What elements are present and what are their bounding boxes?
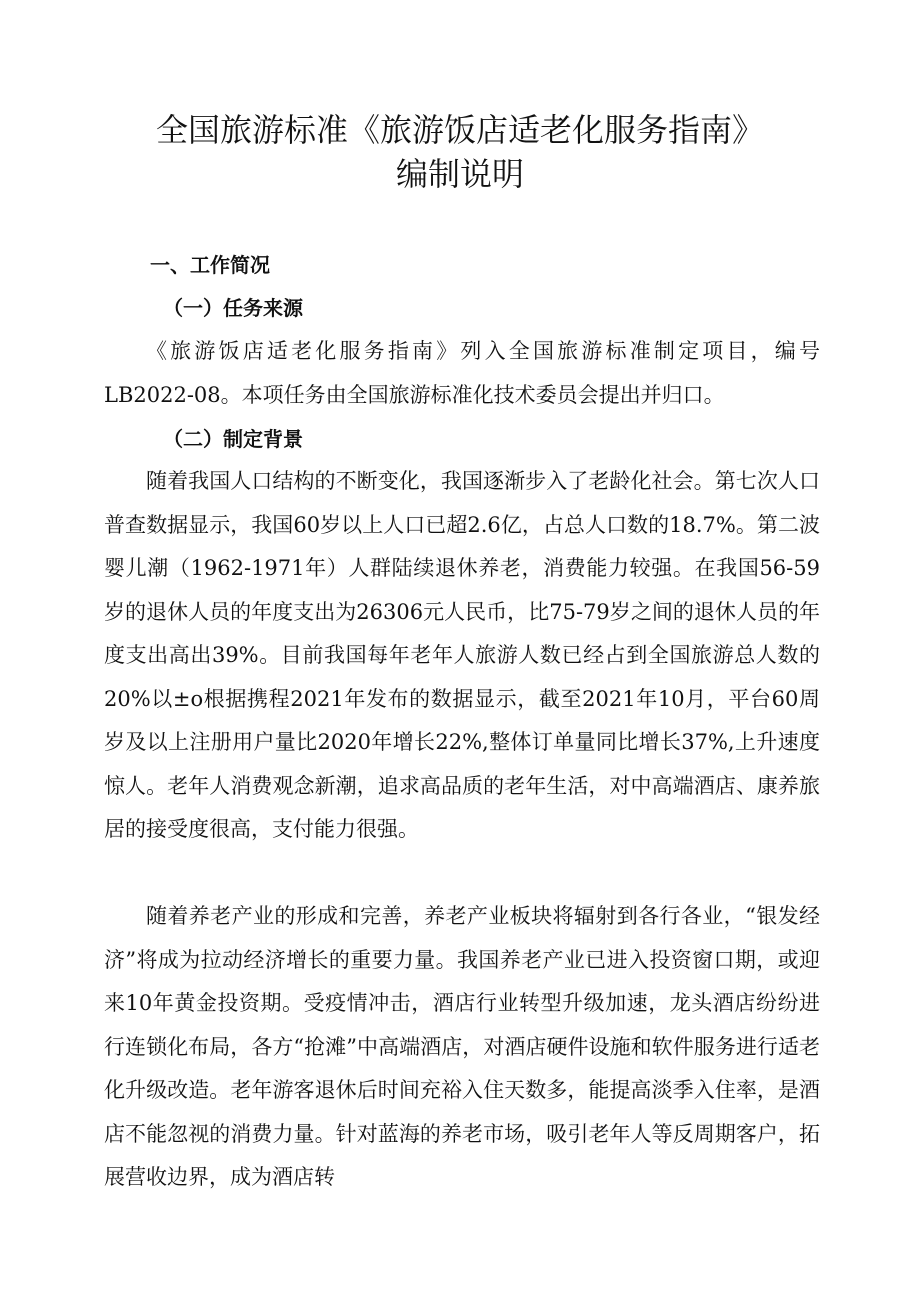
subsection-heading-background: （二）制定背景 — [163, 427, 303, 451]
paragraph-background: 随着我国人口结构的不断变化，我国逐渐步入了老龄化社会。第七次人口普查数据显示，我国60岁以上人口已超2.6亿，占总人口数的18.7%。第二波婴儿潮（1962-1971年）人群陆续退休养老，消费能力较强。在我国56-59岁的退休人员的年度支出为26306元人民币，比75-79岁之间的退休人员的年度支出高出39%。目前我国每年老年人旅游人数已经占到全国旅游总人数的20%以±o根据携程2021年发布的数据显示，截至2021年10月，平台60周岁及以上注册用户量比2020年增长22%,整体订单量同比增长37%,上升速度惊人。老年人消费观念新潮，追求高品质的老年生活，对中高端酒店、康养旅居的接受度很高，支付能力很强。 — [104, 469, 820, 841]
document-title-line2: 编制说明 — [395, 155, 524, 193]
section-heading-work-overview: 一、工作简况 — [150, 253, 270, 277]
paragraph-task-source: 《旅游饭店适老化服务指南》列入全国旅游标准制定项目，编号LB2022-08。本项任务由全国旅游标准化技术委员会提出并归口。 — [104, 339, 820, 407]
subsection-heading-task-source: （一）任务来源 — [163, 296, 303, 320]
document-title-line1: 全国旅游标准《旅游饭店适老化服务指南》 — [155, 111, 764, 149]
paragraph-industry: 随着养老产业的形成和完善，养老产业板块将辐射到各行各业，“银发经济”将成为拉动经济增长的重要力量。我国养老产业已进入投资窗口期，或迎来10年黄金投资期。受疫情冲击，酒店行业转型升级加速，龙头酒店纷纷进行连锁化布局，各方“抢滩”中高端酒店，对酒店硬件设施和软件服务进行适老化升级改造。老年游客退休后时间充裕入住天数多，能提高淡季入住率，是酒店不能忽视的消费力量。针对蓝海的养老市场，吸引老年人等反周期客户，拓展营收边界，成为酒店转 — [104, 904, 820, 1189]
